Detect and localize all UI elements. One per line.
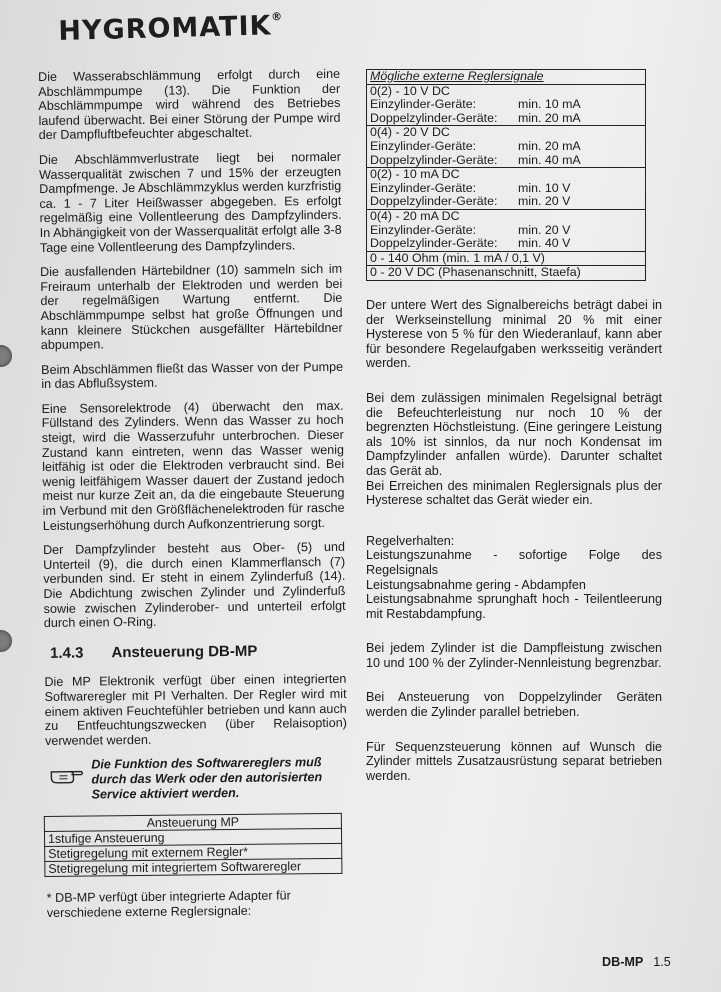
table-row: 1stufige Ansteuerung (44, 828, 341, 846)
paragraph: Bei Ansteuerung von Doppelzylinder Geräten werden die Zylinder parallel betrieben. (366, 690, 662, 720)
pointing-hand-icon (49, 764, 83, 784)
signal-device: Doppelzylinder-Geräte: (370, 194, 498, 209)
signal-title: 0 - 20 V DC (Phasenanschnitt, Staefa) (370, 265, 581, 280)
signal-value: min. 20 mA (518, 138, 581, 153)
signal-value: min. 20 V (518, 222, 571, 237)
section-text: Die MP Elektronik verfügt über einen integrierten Softwareregler mit PI Verhalten. Der Regler wird mit einem aktiven Feuchtefühler betrieben und kann auch zu Entfeuchtungszwecken (über Relaisoption) verwendet werden. (44, 672, 347, 748)
note-box (45, 755, 347, 802)
signal-device: Doppelzylinder-Geräte: (370, 152, 498, 167)
left-column (38, 67, 349, 920)
logo-registered-mark: ® (271, 10, 284, 24)
signal-device: Einzylinder-Geräte: (370, 97, 477, 112)
signal-device: Einzylinder-Geräte: (370, 138, 477, 153)
binder-hole (0, 345, 12, 367)
paragraph: Beim Abschlämmen fließt das Wasser von der Pumpe in das Abflußsystem. (41, 359, 344, 392)
note-text: Die Funktion des Softwarereglers muß durch das Werk oder den autorisierten Service aktiviert werden. (91, 755, 323, 802)
signal-title: 0(4) - 20 V DC (370, 125, 450, 140)
footer-label: DB-MP (602, 955, 644, 969)
paragraph: Der Dampfzylinder besteht aus Ober- (5) und Unterteil (9), die durch einen Klammerflansch (7) verbunden sind. Er steht in einem Zylinderfuß (14). Die Abdichtung zwischen Zylinder und Zylinderfuß sowie zwischen Zylinderober- und unterteil erfolgt durch einen O-Ring. (42, 540, 346, 631)
paragraph: Für Sequenzsteuerung können auf Wunsch die Zylinder mittels Zusatzausrüstung separat betrieben werden. (366, 739, 662, 783)
signal-value: min. 20 V (518, 194, 571, 209)
signal-value: min. 10 mA (518, 97, 581, 112)
signal-row (370, 237, 642, 251)
signal-device: Einzylinder-Geräte: (370, 222, 477, 237)
page-footer (602, 955, 671, 969)
paragraph: Eine Sensorelektrode (4) überwacht den max. Füllstand des Zylinders. Wenn das Wasser zu hoch steigt, wird die Wasserzufuhr unterbrochen. Dieser Zustand kann eintreten, wenn das Wasser wenig leitfähig ist oder die Elektroden verbraucht sind. Bei wenig leitfähigem Wasser dauert der Zustand jedoch meist nur kurze Zeit an, da die eingebaute Steuerung im Verbund mit den Größflächenelektroden für rasche Leistungserhöhung durch Aufkonzentrierung sorgt. (41, 398, 345, 533)
paragraph: Die Wasserabschlämmung erfolgt durch eine Abschlämmpumpe (13). Die Funktion der Abschlämmpumpe wird während des Betriebes laufend überwacht. Bei einer Störung der Pumpe wird der Dampfluftbefeuchter abgeschaltet. (38, 66, 341, 143)
paragraph: Die Abschlämmverlustrate liegt bei normaler Wasserqualität zwischen 7 und 15% der erzeugten Dampfmenge. Je Abschlämmzyklus werden kurzfristig ca. 1 - 7 Liter Heißwasser abgegeben. Es erfolgt regelmäßig eine Vollentleerung des Dampfzylinders. In Abhängigkeit von der Wasserqualität erfolgt alle 3-8 Tage eine Vollentleerung des Dampfzylinders. (38, 149, 342, 255)
signal-title: 0 - 140 Ohm (min. 1 mA / 0,1 V) (370, 250, 545, 265)
signal-row (370, 154, 642, 168)
signal-row (370, 182, 642, 196)
signal-group (367, 266, 645, 280)
footnote: * DB-MP verfügt über integrierte Adapter für verschiedene externe Reglersignale: (46, 888, 291, 920)
binder-hole (0, 630, 12, 652)
signal-group (367, 126, 645, 168)
paragraph: Bei Erreichen des minimalen Reglersignals plus der Hysterese schaltet das Gerät wieder ein. (366, 478, 662, 508)
signal-value: min. 40 V (518, 236, 571, 251)
signal-row (370, 195, 642, 209)
ansteuerung-table (44, 813, 343, 877)
regel-title: Regelverhalten: (366, 533, 455, 548)
regelverhalten-block (366, 534, 662, 622)
paragraph: Die ausfallenden Härtebildner (10) sammeln sich im Freiraum unterhalb der Elektroden und werden bei der regelmäßigen Wartung entfernt. Die Abschlämmpumpe selbst hat große Öffnungen und kann kleinere Stückchen ausgefällter Härtebildner abpumpen. (40, 261, 343, 353)
table-row: Stetigregelung mit integriertem Softwareregler (45, 858, 342, 876)
signal-value: min. 40 mA (518, 152, 581, 167)
section-title: Ansteuerung DB-MP (111, 642, 258, 662)
hygromatik-logo (58, 10, 284, 47)
regel-line: Leistungszunahme - sofortige Folge des Regelsignals (366, 548, 662, 577)
signals-table (366, 69, 646, 281)
regel-line: Leistungsabnahme gering - Abdampfen (366, 577, 586, 592)
signals-table-header: Mögliche externe Reglersignale (367, 70, 645, 85)
signal-device: Doppelzylinder-Geräte: (370, 110, 498, 125)
signal-value: min. 10 V (518, 180, 571, 195)
signal-row (370, 140, 642, 154)
table-row: Stetigregelung mit externem Regler* (45, 843, 342, 861)
signal-title: 0(2) - 10 V DC (370, 83, 450, 98)
paragraph: Bei dem zulässigen minimalen Regelsignal beträgt die Befeuchterleistung nur noch 10 % der begrenzten Höchstleistung. (Eine geringere Leistung als 10% ist sinnlos, da nur noch Kondensat im Dampfzylinder anfallen würde). Darunter schaltet das Gerät ab. (366, 390, 662, 478)
table-header: Ansteuerung MP (44, 813, 341, 831)
signal-title: 0(2) - 10 mA DC (370, 167, 460, 182)
page-number: 1.5 (653, 955, 671, 969)
signal-row (370, 224, 642, 238)
signal-group (367, 168, 645, 210)
signal-device: Doppelzylinder-Geräte: (370, 236, 498, 251)
signal-group (367, 252, 645, 267)
logo-text: HYGROMATIK (58, 10, 272, 47)
regel-line: Leistungsabnahme sprunghaft hoch - Teilentleerung mit Restabdampfung. (366, 592, 662, 621)
paragraph: Bei jedem Zylinder ist die Dampfleistung zwischen 10 und 100 % der Zylinder-Nennleistung begrenzbar. (366, 641, 662, 670)
right-column (366, 298, 662, 793)
signal-value: min. 20 mA (518, 110, 581, 125)
signal-device: Einzylinder-Geräte: (370, 180, 477, 195)
signal-title: 0(4) - 20 mA DC (370, 208, 460, 223)
signal-row (370, 112, 642, 126)
signal-row (370, 98, 642, 112)
paragraph: Der untere Wert des Signalbereichs beträgt dabei in der Werkseinstellung minimal 20 % mit einer Hysterese von 5 % für den Wiederanlauf, kann aber für besondere Regelaufgaben werksseitig verändert werden. (366, 298, 662, 371)
section-heading (50, 644, 346, 662)
signal-group (367, 85, 645, 127)
signal-group (367, 210, 645, 252)
section-number: 1.4.3 (50, 644, 84, 662)
